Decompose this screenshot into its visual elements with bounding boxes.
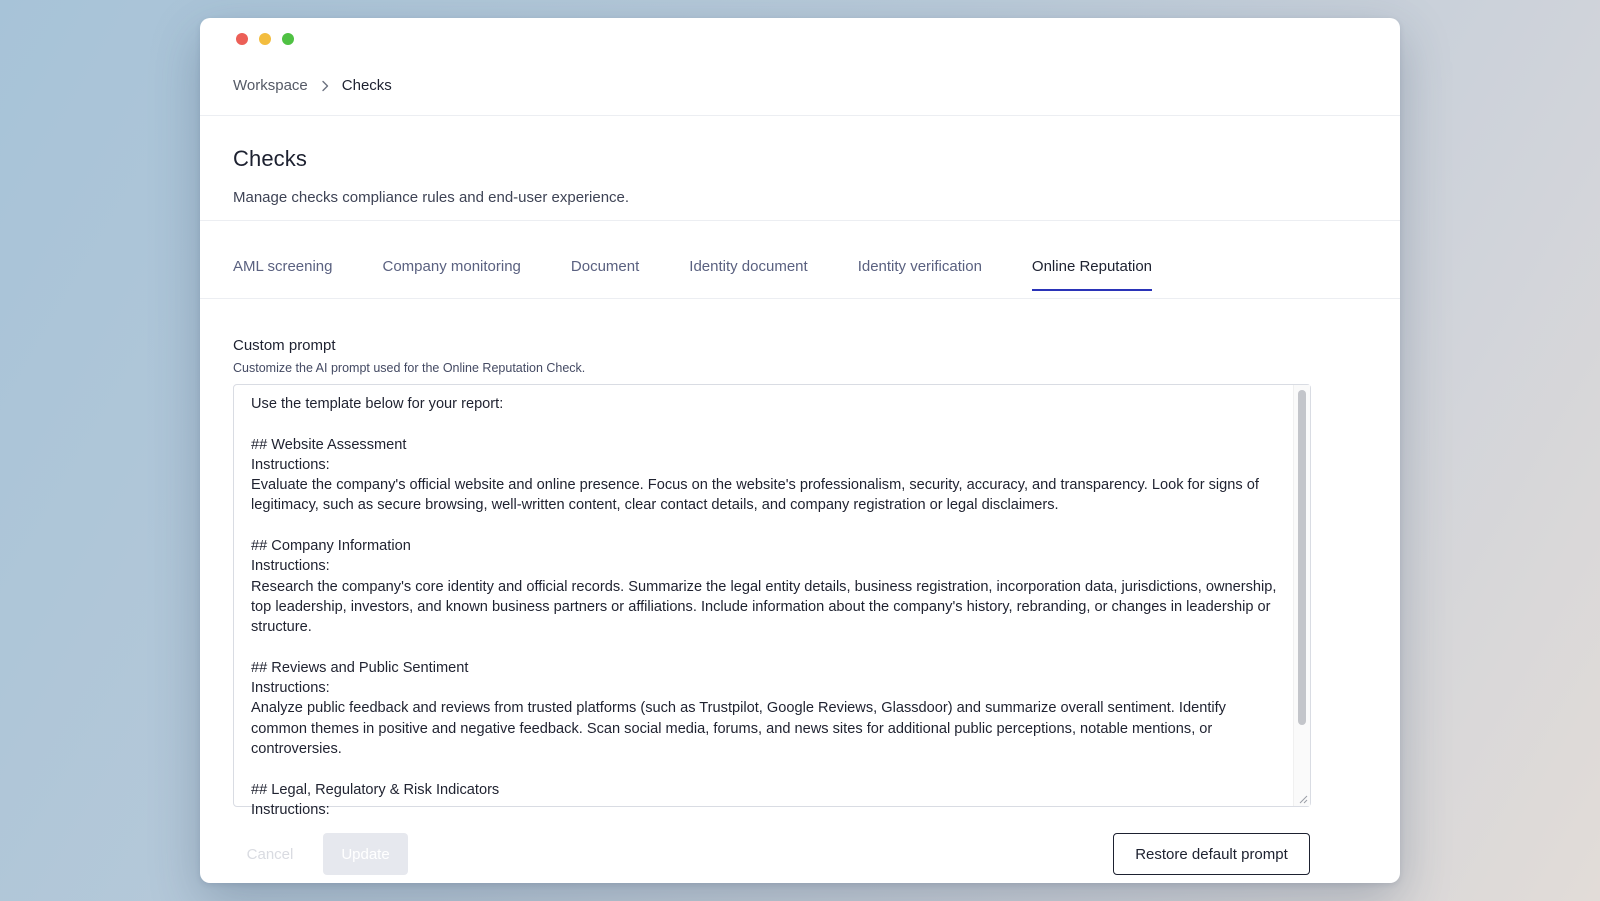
- close-window-button[interactable]: [236, 33, 248, 45]
- tab-identity-verification[interactable]: Identity verification: [857, 258, 982, 275]
- minimize-window-button[interactable]: [259, 33, 271, 45]
- page-subtitle: Manage checks compliance rules and end-user experience.: [233, 189, 630, 206]
- chevron-right-icon: [321, 80, 329, 92]
- custom-prompt-text[interactable]: Use the template below for your report: ## Website Assessment Instructions: Evaluate the company's official website and online presence. Focus on the website's professionalism, security, accuracy, and transparency. Look for signs of legitimacy, such as secure browsing, well-written content, clear contact details, and company registration or legal disclaimers. ## Company Information Instructions: Research the company's core identity and official records. Summarize the legal entity details, business registration, incorporation data, jurisdictions, ownership, top leadership, investors, and known business partners or affiliations. Include information about the company's history, rebranding, or changes in leadership or structure. ## Reviews and Public Sentiment Instructions: Analyze public feedback and reviews from trusted platforms (such as Trustpilot, Google Reviews, Glassdoor) and summarize overall sentiment. Identify common themes in positive and negative feedback. Scan social media, forums, and news sites for additional public perceptions, notable mentions, or controversies. ## Legal, Regulatory & Risk Indicators Instructions:: [251, 396, 1277, 818]
- restore-default-prompt-button[interactable]: Restore default prompt: [1113, 833, 1310, 875]
- scrollbar-thumb[interactable]: [1298, 390, 1306, 725]
- breadcrumb-workspace-link[interactable]: Workspace: [233, 77, 308, 94]
- tab-online-reputation[interactable]: Online Reputation: [1032, 258, 1152, 300]
- header-divider: [200, 115, 1400, 116]
- section-divider: [200, 220, 1400, 221]
- breadcrumb-current: Checks: [341, 77, 392, 94]
- update-button[interactable]: Update: [323, 833, 408, 875]
- zoom-window-button[interactable]: [282, 33, 294, 45]
- tab-identity-document[interactable]: Identity document: [689, 258, 808, 275]
- custom-prompt-textarea[interactable]: [233, 384, 1311, 818]
- window-controls: [236, 33, 294, 45]
- custom-prompt-label: Custom prompt: [233, 337, 336, 354]
- resize-grip-icon[interactable]: [1298, 794, 1308, 804]
- tab-document[interactable]: Document: [570, 258, 640, 275]
- tab-company-monitoring[interactable]: Company monitoring: [382, 258, 521, 275]
- tabs-divider: [200, 298, 1400, 299]
- cancel-button[interactable]: Cancel: [233, 833, 307, 875]
- page-title: Checks: [233, 146, 307, 171]
- custom-prompt-help: Customize the AI prompt used for the Online Reputation Check.: [233, 361, 586, 375]
- breadcrumb: [233, 77, 392, 94]
- textarea-scrollbar[interactable]: [1293, 385, 1310, 806]
- app-window: [200, 18, 1400, 883]
- check-tabs: [233, 258, 1202, 300]
- tab-aml-screening[interactable]: AML screening: [233, 258, 333, 275]
